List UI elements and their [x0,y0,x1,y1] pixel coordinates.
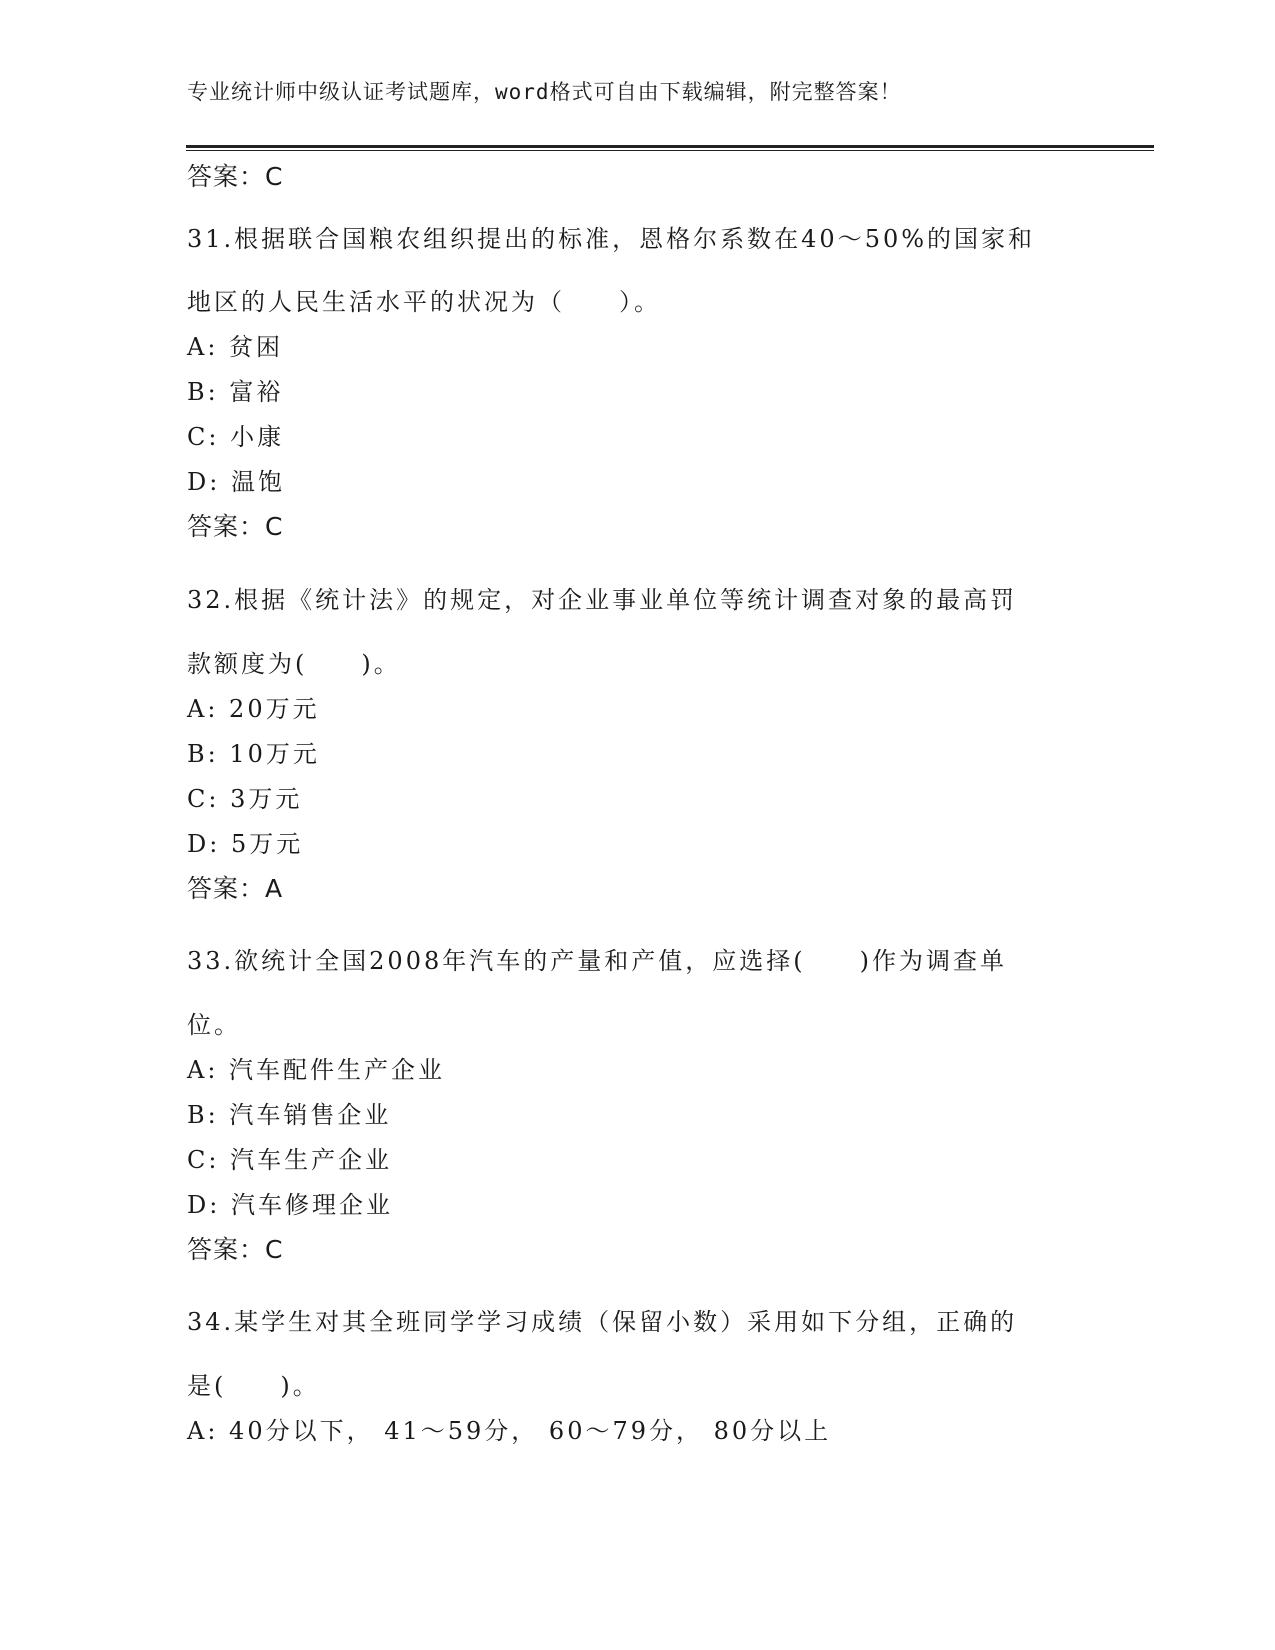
header-rule-thick [186,145,1154,148]
question-33-stem-line2: 位。 [187,1011,241,1039]
question-34-stem-line2: 是( )。 [187,1372,320,1400]
question-31-option-d: D: 温饱 [187,468,285,496]
question-31-stem-line2: 地区的人民生活水平的状况为（ ）。 [187,288,661,316]
header-rule-thin [186,150,1154,151]
question-33-answer: 答案：C [187,1235,284,1264]
question-31-option-b: B: 富裕 [187,378,284,406]
question-34-stem-line1: 34.某学生对其全班同学学习成绩（保留小数）采用如下分组，正确的 [187,1308,1018,1336]
question-33-option-a: A: 汽车配件生产企业 [187,1056,446,1084]
question-33-option-c: C: 汽车生产企业 [187,1146,393,1174]
question-32-option-a: A: 20万元 [187,695,320,723]
question-32-option-c: C: 3万元 [187,785,303,813]
question-33-option-d: D: 汽车修理企业 [187,1191,393,1219]
question-31-stem-line1: 31.根据联合国粮农组织提出的标准，恩格尔系数在40～50%的国家和 [187,225,1036,253]
question-32-option-b: B: 10万元 [187,740,320,768]
question-32-stem-line2: 款额度为( )。 [187,650,401,678]
question-33-option-b: B: 汽车销售企业 [187,1101,392,1129]
question-32-stem-line1: 32.根据《统计法》的规定，对企业事业单位等统计调查对象的最高罚 [187,586,1018,614]
question-31-option-a: A: 贫困 [187,333,284,361]
answer-prev: 答案：C [187,162,284,191]
question-33-stem-line1: 33.欲统计全国2008年汽车的产量和产值，应选择( )作为调查单 [187,947,1007,975]
question-31-option-c: C: 小康 [187,423,285,451]
question-34-option-a: A: 40分以下， 41～59分， 60～79分， 80分以上 [187,1417,832,1445]
question-32-option-d: D: 5万元 [187,830,304,858]
question-32-answer: 答案：A [187,874,284,903]
question-31-answer: 答案：C [187,512,284,541]
page-header: 专业统计师中级认证考试题库，word格式可自由下载编辑，附完整答案！ [187,80,902,104]
